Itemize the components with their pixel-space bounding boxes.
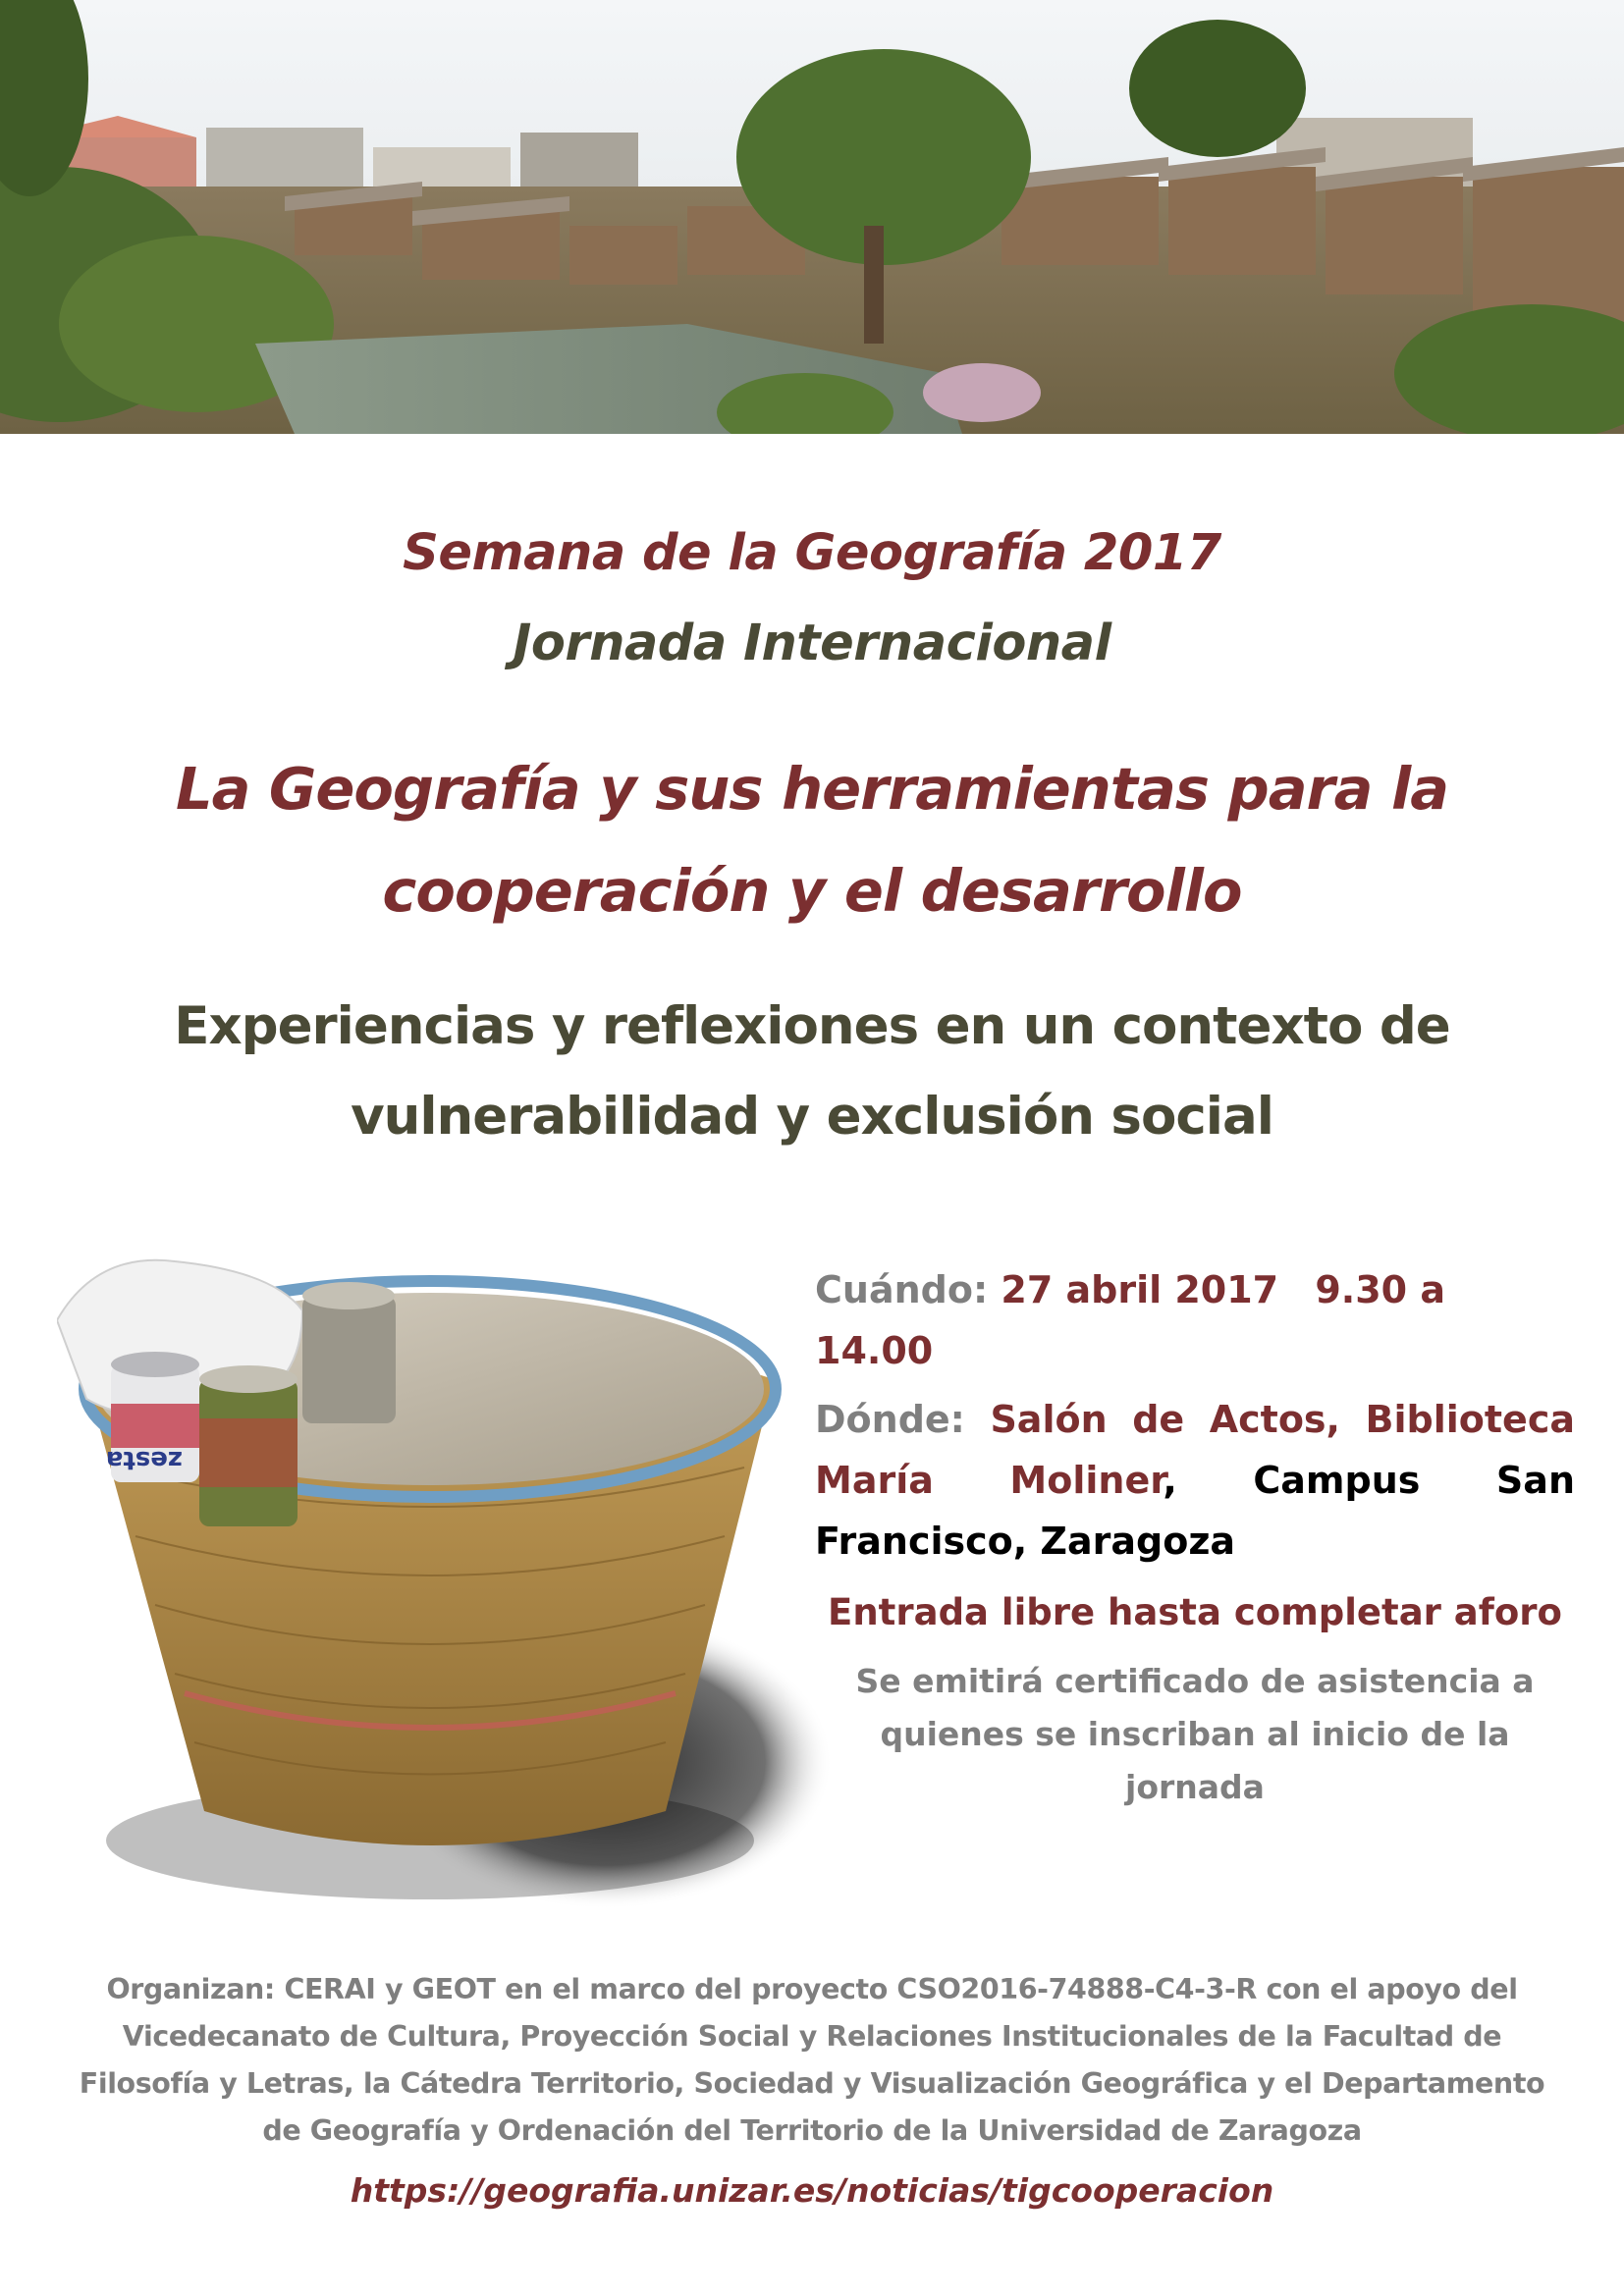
venue: Salón de Actos, Biblioteca María Moliner	[815, 1398, 1575, 1502]
event-type: Jornada Internacional	[513, 614, 1111, 672]
banner-photo	[0, 0, 1624, 434]
main-title	[98, 738, 1526, 942]
basket-photo	[57, 1232, 833, 1919]
organizers-line-3: Filosofía y Letras, la Cátedra Territorio, Sociedad y Visualización Geográfica y el Departamento	[79, 2067, 1545, 2100]
event-details	[815, 1259, 1575, 1579]
organizers-line-2: Vicedecanato de Cultura, Proyección Social y Relaciones Institucionales de la Facultad de	[122, 2020, 1502, 2053]
location: Campus San Francisco, Zaragoza	[815, 1459, 1575, 1563]
subtitle-line-2: vulnerabilidad y exclusión social	[351, 1087, 1273, 1147]
event-url-link[interactable]: https://geografia.unizar.es/noticias/tigcooperacion	[350, 2171, 1274, 2210]
event-time: 9.30 a 14.00	[815, 1268, 1445, 1372]
main-title-line-1: La Geografía y sus herramientas para la	[175, 755, 1449, 823]
can-brand-label: zesta	[105, 1445, 183, 1474]
event-date: 27 abril 2017	[1001, 1268, 1279, 1311]
organizers-line-1: Organizan: CERAI y GEOT en el marco del proyecto CSO2016-74888-C4-3-R con el apoyo del	[106, 1973, 1518, 2005]
organizers	[39, 1966, 1585, 2155]
subtitle-line-1: Experiencias y reflexiones en un contexto de	[174, 996, 1450, 1056]
subtitle	[98, 982, 1526, 1162]
when-label: Cuándo:	[815, 1268, 989, 1311]
organizers-line-4: de Geografía y Ordenación del Territorio de la Universidad de Zaragoza	[262, 2114, 1362, 2147]
when-row	[815, 1259, 1575, 1381]
where-label: Dónde:	[815, 1398, 965, 1441]
main-title-line-2: cooperación y el desarrollo	[382, 857, 1242, 925]
header	[0, 508, 1624, 689]
certificate-note: Se emitirá certificado de asistencia a quienes se inscriban al inicio de la jornada	[855, 1662, 1535, 1806]
admission-note: Entrada libre hasta completar aforo	[828, 1591, 1562, 1633]
where-row: Dónde: Salón de Actos, Biblioteca María Moliner, Campus San Francisco, Zaragoza	[815, 1398, 1575, 1563]
event-name: Semana de la Geografía 2017	[403, 524, 1221, 582]
